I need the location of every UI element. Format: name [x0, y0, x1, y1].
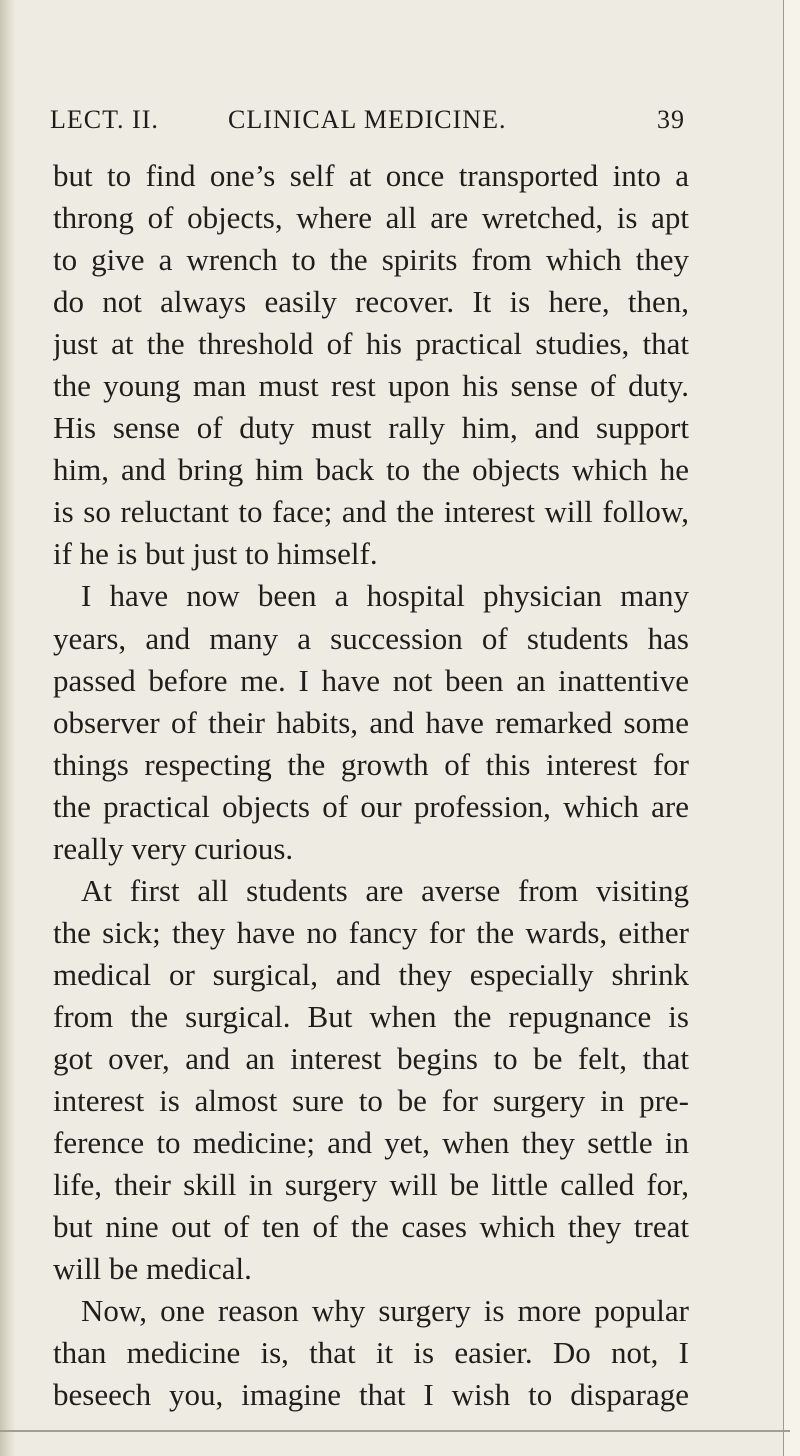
- text-line: medical or surgical, and they especially shrink: [53, 956, 689, 992]
- page-bottom-edge: [0, 1430, 790, 1432]
- text-line: years, and many a succession of students has: [53, 620, 689, 656]
- text-line: to give a wrench to the spirits from which they: [53, 242, 689, 278]
- page-number: 39: [657, 105, 685, 134]
- text-line: interest is almost sure to be for surgery in pre-: [53, 1083, 689, 1119]
- lecture-label: LECT. II.: [50, 105, 159, 134]
- text-line: if he is but just to himself.: [53, 536, 378, 572]
- text-line: observer of their habits, and have remarked some: [53, 704, 689, 740]
- text-line: really very curious.: [53, 830, 294, 866]
- text-line: the young man must rest upon his sense of duty.: [53, 368, 689, 404]
- body-text: [53, 155, 689, 1416]
- text-line: Now, one reason why surgery is more popular: [81, 1293, 689, 1329]
- text-line: just at the threshold of his practical studies, that: [53, 326, 689, 362]
- text-line: him, and bring him back to the objects which he: [53, 452, 689, 488]
- text-line: but nine out of ten of the cases which they treat: [53, 1209, 689, 1245]
- text-line: got over, and an interest begins to be felt, that: [53, 1040, 689, 1076]
- binding-shadow: [0, 0, 16, 1456]
- text-line: passed before me. I have not been an inattentive: [53, 662, 689, 698]
- text-line: throng of objects, where all are wretched, is apt: [53, 200, 689, 236]
- text-line: I have now been a hospital physician many: [81, 578, 689, 614]
- text-line: ference to medicine; and yet, when they settle in: [53, 1125, 689, 1161]
- text-line: than medicine is, that it is easier. Do not, I: [53, 1335, 689, 1371]
- text-line: do not always easily recover. It is here, then,: [53, 284, 689, 320]
- text-line: is so reluctant to face; and the interest will follow,: [53, 494, 689, 530]
- text-line: will be medical.: [53, 1251, 252, 1287]
- text-line: life, their skill in surgery will be little called for,: [53, 1167, 689, 1203]
- text-line: the practical objects of our profession, which are: [53, 788, 689, 824]
- text-line: but to find one’s self at once transported into a: [53, 158, 689, 193]
- text-line: His sense of duty must rally him, and support: [53, 410, 689, 446]
- text-line: from the surgical. But when the repugnance is: [53, 998, 689, 1034]
- page-edge: [783, 0, 800, 1456]
- text-line: beseech you, imagine that I wish to disparage: [53, 1377, 689, 1413]
- text-line: At first all students are averse from visiting: [81, 872, 689, 908]
- text-line: the sick; they have no fancy for the wards, either: [53, 914, 689, 950]
- running-title: CLINICAL MEDICINE.: [228, 105, 507, 134]
- text-line: things respecting the growth of this interest for: [53, 746, 689, 782]
- running-header: [50, 105, 685, 145]
